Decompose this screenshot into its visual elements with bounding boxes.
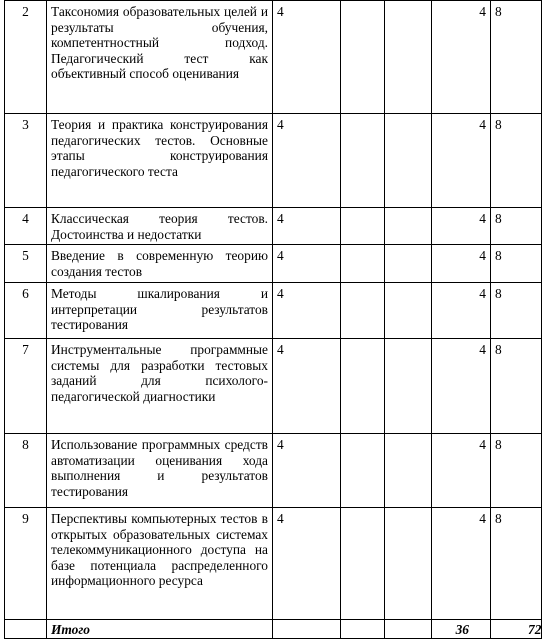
empty-cell xyxy=(341,208,385,245)
row-number xyxy=(5,620,47,639)
row-number: 6 xyxy=(5,283,47,339)
total-hours-cell: 8 xyxy=(491,508,542,620)
total-hours-cell: 8 xyxy=(491,114,542,208)
empty-cell xyxy=(341,1,385,114)
table-row xyxy=(5,434,542,508)
hours-cell: 4 xyxy=(432,508,491,620)
topic-cell: Перспективы компьютерных тестов в открытых образовательных системах телекоммуникационного доступа на базе потенциала распределенного информационного ресурса xyxy=(47,508,273,620)
grand-total-cell: 72 xyxy=(491,620,542,639)
hours-cell: 4 xyxy=(432,339,491,434)
total-hours-cell: 8 xyxy=(491,245,542,283)
empty-cell xyxy=(341,283,385,339)
hours-cell: 4 xyxy=(273,283,341,339)
empty-cell xyxy=(385,208,432,245)
table-row xyxy=(5,245,542,283)
empty-cell xyxy=(385,620,432,639)
total-hours-cell: 8 xyxy=(491,1,542,114)
empty-cell xyxy=(385,245,432,283)
topic-cell: Классическая теория тестов. Достоинства и недостатки xyxy=(47,208,273,245)
table-row xyxy=(5,208,542,245)
topic-cell: Теория и практика конструирования педагогических тестов. Основные этапы конструирования педагогического теста xyxy=(47,114,273,208)
table-row xyxy=(5,283,542,339)
curriculum-table xyxy=(4,0,542,639)
row-number: 3 xyxy=(5,114,47,208)
hours-cell: 4 xyxy=(432,245,491,283)
hours-cell: 4 xyxy=(432,434,491,508)
hours-cell: 4 xyxy=(273,245,341,283)
total-hours-cell: 8 xyxy=(491,434,542,508)
hours-cell: 4 xyxy=(273,1,341,114)
topic-cell: Таксономия образовательных целей и результаты обучения, компетентностный подход. Педагогический тест как объективный способ оценивания xyxy=(47,1,273,114)
hours-cell: 4 xyxy=(432,283,491,339)
empty-cell xyxy=(385,283,432,339)
empty-cell xyxy=(385,339,432,434)
empty-cell xyxy=(385,1,432,114)
table-row xyxy=(5,114,542,208)
empty-cell xyxy=(385,434,432,508)
hours-cell: 4 xyxy=(273,434,341,508)
empty-cell xyxy=(341,245,385,283)
topic-cell: Использование программных средств автоматизации оценивания хода выполнения и результатов тестирования xyxy=(47,434,273,508)
topic-cell: Введение в современную теорию создания тестов xyxy=(47,245,273,283)
empty-cell xyxy=(385,114,432,208)
hours-cell: 4 xyxy=(432,208,491,245)
hours-cell: 4 xyxy=(432,114,491,208)
row-number: 8 xyxy=(5,434,47,508)
row-number: 4 xyxy=(5,208,47,245)
empty-cell xyxy=(341,508,385,620)
total-label: Итого xyxy=(47,620,273,639)
hours-cell: 4 xyxy=(273,339,341,434)
empty-cell xyxy=(341,620,385,639)
empty-cell xyxy=(385,508,432,620)
row-number: 2 xyxy=(5,1,47,114)
table-body xyxy=(5,1,542,639)
empty-cell xyxy=(341,339,385,434)
topic-cell: Инструментальные программные системы для разработки тестовых заданий для психолого-педагогической диагностики xyxy=(47,339,273,434)
row-number: 5 xyxy=(5,245,47,283)
table-row xyxy=(5,1,542,114)
hours-cell: 4 xyxy=(273,114,341,208)
total-hours-cell: 8 xyxy=(491,339,542,434)
total-row xyxy=(5,620,542,639)
topic-cell: Методы шкалирования и интерпретации результатов тестирования xyxy=(47,283,273,339)
total-hours-cell: 36 xyxy=(432,620,491,639)
table-row xyxy=(5,508,542,620)
hours-cell: 4 xyxy=(432,1,491,114)
hours-cell: 4 xyxy=(273,508,341,620)
total-hours-cell: 8 xyxy=(491,283,542,339)
empty-cell xyxy=(341,114,385,208)
table-row xyxy=(5,339,542,434)
hours-cell: 4 xyxy=(273,208,341,245)
empty-cell xyxy=(273,620,341,639)
row-number: 7 xyxy=(5,339,47,434)
total-hours-cell: 8 xyxy=(491,208,542,245)
row-number: 9 xyxy=(5,508,47,620)
empty-cell xyxy=(341,434,385,508)
